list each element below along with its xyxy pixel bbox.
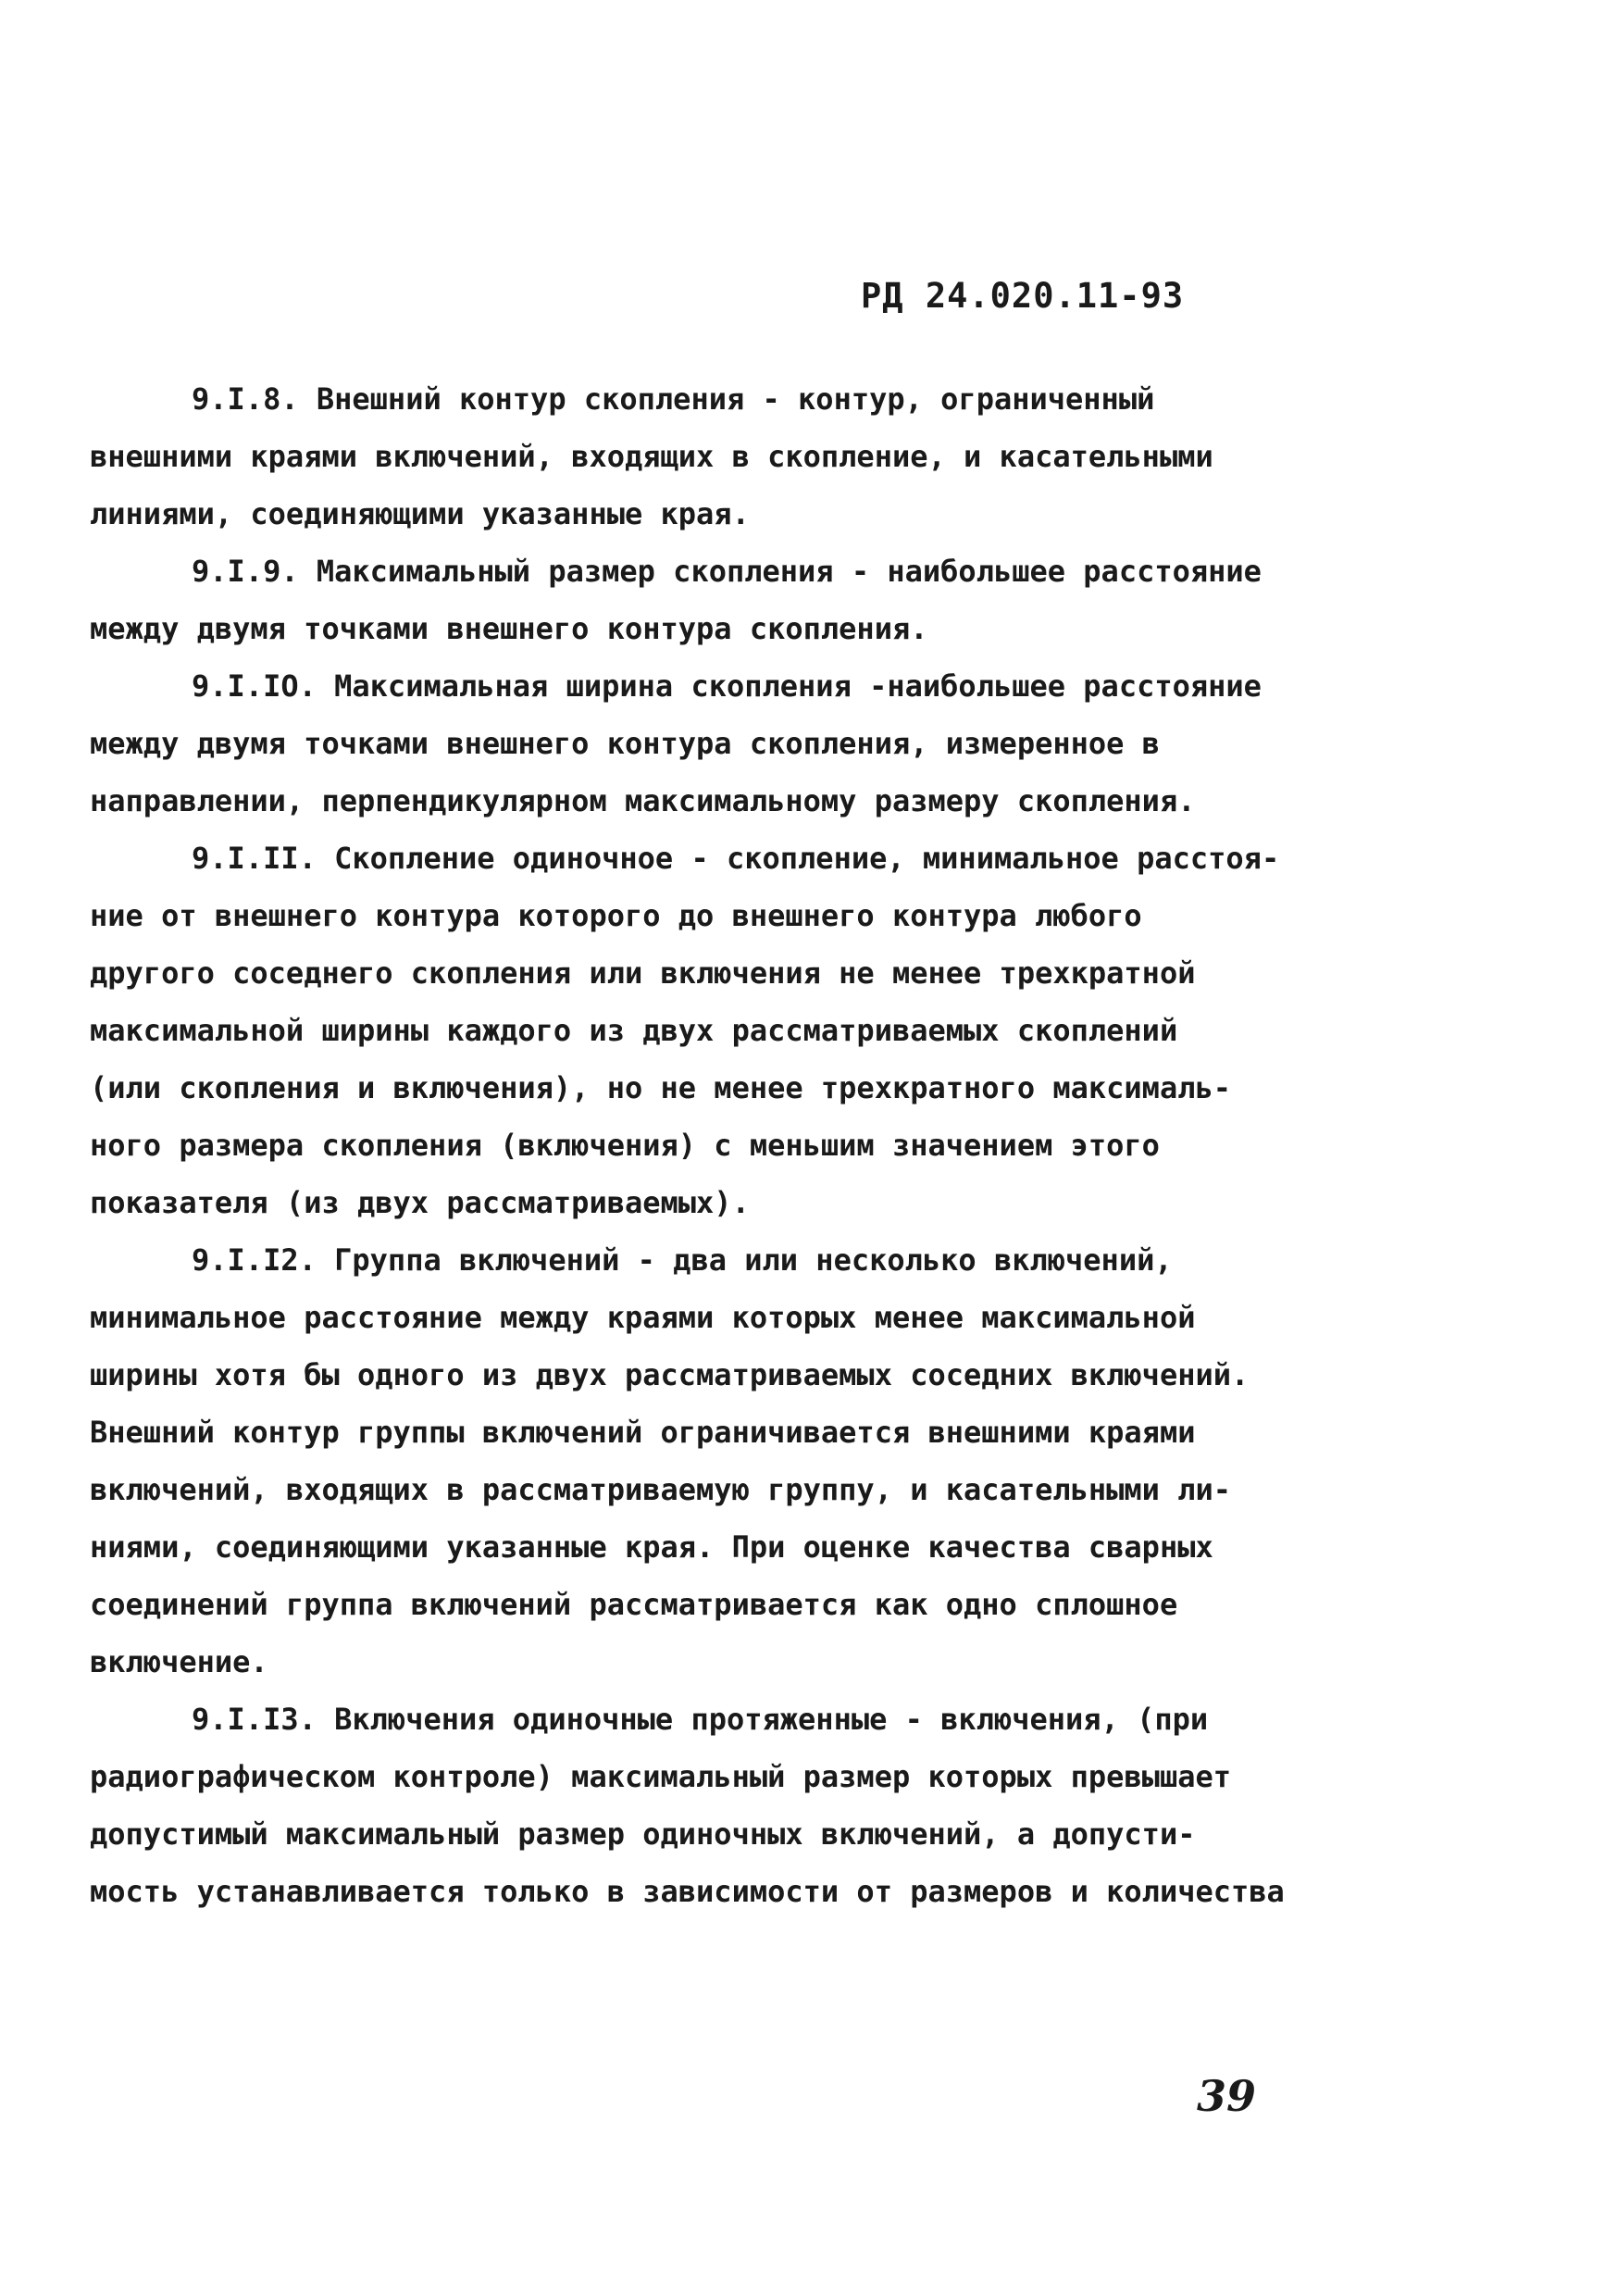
paragraph-line: соединений группа включений рассматривается как одно сплошное [90, 1587, 1178, 1622]
paragraph-line: между двумя точками внешнего контура скопления, измеренное в [90, 726, 1160, 761]
paragraph-line: ширины хотя бы одного из двух рассматриваемых соседних включений. [90, 1357, 1250, 1392]
paragraph-line: мость устанавливается только в зависимости от размеров и количества [90, 1874, 1285, 1909]
paragraph-line: 9.I.IO. Максимальная ширина скопления -наибольшее расстояние [192, 668, 1262, 704]
paragraph-line: показателя (из двух рассматриваемых). [90, 1185, 750, 1220]
paragraph-line: 9.I.I3. Включения одиночные протяженные - включения, (при [192, 1702, 1209, 1737]
paragraph-line: ного размера скопления (включения) с меньшим значением этого [90, 1128, 1160, 1163]
paragraph-line: 9.I.9. Максимальный размер скопления - наибольшее расстояние [192, 554, 1262, 589]
document-body [90, 370, 1293, 1920]
paragraph-9-1-8 [90, 370, 1293, 543]
paragraph-line: радиографическом контроле) максимальный размер которых превышает [90, 1759, 1231, 1794]
paragraph-9-1-11 [90, 830, 1293, 1231]
paragraph-9-1-10 [90, 657, 1293, 830]
paragraph-line: 9.I.8. Внешний контур скопления - контур, ограниченный [192, 381, 1155, 417]
paragraph-9-1-12 [90, 1231, 1293, 1691]
paragraph-line: ние от внешнего контура которого до внешнего контура любого [90, 898, 1142, 933]
paragraph-line: между двумя точками внешнего контура скопления. [90, 611, 928, 646]
paragraph-line: 9.I.I2. Группа включений - два или несколько включений, [192, 1242, 1173, 1278]
paragraph-line: внешними краями включений, входящих в скопление, и касательными [90, 439, 1213, 474]
paragraph-line: направлении, перпендикулярном максимальному размеру скопления. [90, 783, 1196, 818]
paragraph-line: допустимый максимальный размер одиночных включений, а допусти- [90, 1816, 1196, 1852]
document-code-header: РД 24.020.11-93 [861, 276, 1185, 316]
paragraph-line: линиями, соединяющими указанные края. [90, 496, 750, 531]
paragraph-line: Внешний контур группы включений ограничивается внешними краями [90, 1415, 1196, 1450]
paragraph-line: 9.I.II. Скопление одиночное - скопление, минимальное расстоя- [192, 841, 1280, 876]
paragraph-line: (или скопления и включения), но не менее трехкратного максималь- [90, 1070, 1231, 1105]
paragraph-line: максимальной ширины каждого из двух рассматриваемых скоплений [90, 1013, 1178, 1048]
paragraph-9-1-9 [90, 543, 1293, 657]
paragraph-line: другого соседнего скопления или включения не менее трехкратной [90, 955, 1196, 991]
paragraph-line: включение. [90, 1644, 268, 1679]
page-number: 39 [1197, 2071, 1257, 2121]
paragraph-9-1-13 [90, 1691, 1293, 1920]
paragraph-line: ниями, соединяющими указанные края. При оценке качества сварных [90, 1529, 1213, 1565]
paragraph-line: включений, входящих в рассматриваемую группу, и касательными ли- [90, 1472, 1231, 1507]
paragraph-line: минимальное расстояние между краями которых менее максимальной [90, 1300, 1196, 1335]
